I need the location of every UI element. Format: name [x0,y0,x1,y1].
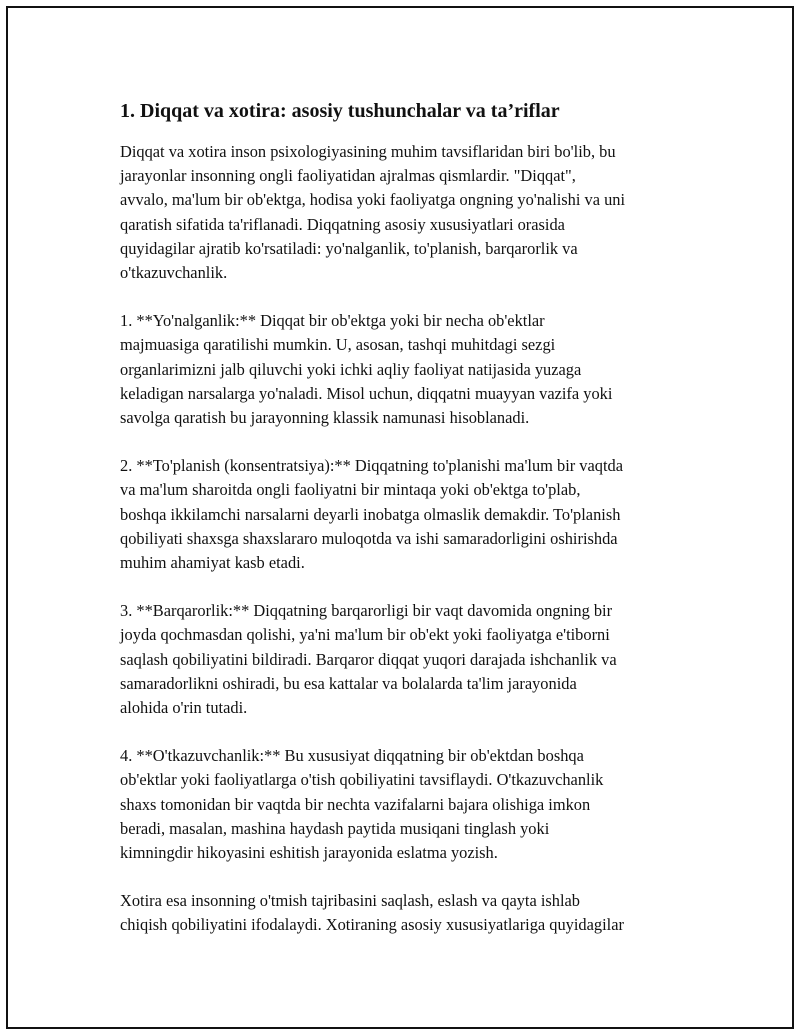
document-body [120,98,700,962]
list-item-stability: 3. **Barqarorlik:** Diqqatning barqarorligi bir vaqt davomida ongning bir joyda qochmasdan qolishi, ya'ni ma'lum bir ob'ekt yoki faoliyatga e'tiborni saqlash qobiliyatini bildiradi. Barqaror diqqat yuqori darajada ishchanlik va samaradorlikni oshiradi, bu esa kattalar va bolalarda ta'lim jarayonida alohida o'rin tutadi. [120,601,617,718]
section-heading: 1. Diqqat va xotira: asosiy tushunchalar va ta’riflar [120,100,560,122]
list-item-concentration: 2. **To'planish (konsentratsiya):** Diqqatning to'planishi ma'lum bir vaqtda va ma'lum sharoitda ongli faoliyatni bir mintaqa yoki ob'ektga to'plab, boshqa ikkilamchi narsalarni deyarli inobatga olmaslik demakdir. To'planish qobiliyati shaxsga shaxslararo muloqotda va ishi samaradorligini oshirishda muhim ahamiyat kasb etadi. [120,456,623,573]
document-page [6,6,794,1029]
intro-paragraph: Diqqat va xotira inson psixologiyasining muhim tavsiflaridan biri bo'lib, bu jarayonlar insonning ongli faoliyatidan ajralmas qismlardir. "Diqqat", avvalo, ma'lum bir ob'ektga, hodisa yoki faoliyatga ongning yo'nalishi va uni qaratish sifatida ta'riflanadi. Diqqatning asosiy xususiyatlari orasida quyidagilar ajratib ko'rsatiladi: yo'nalganlik, to'planish, barqarorlik va o'tkazuvchanlik. [120,142,626,283]
list-item-direction: 1. **Yo'nalganlik:** Diqqat bir ob'ektga yoki bir necha ob'ektlar majmuasiga qaratilishi mumkin. U, asosan, tashqi muhitdagi sezgi organlarimizni jalb qiluvchi yoki ichki aqliy faoliyat natijasida yuzaga keladigan narsalarga yo'naladi. Misol uchun, diqqatni muayyan vazifa yoki savolga qaratish bu jarayonning klassik namunasi hisoblanadi. [120,311,613,428]
memory-paragraph: Xotira esa insonning o'tmish tajribasini saqlash, eslash va qayta ishlab chiqish qobiliyatini ifodalaydi. Xotiraning asosiy xususiyatlariga quyidagilar [120,891,624,935]
list-item-switching: 4. **O'tkazuvchanlik:** Bu xususiyat diqqatning bir ob'ektdan boshqa ob'ektlar yoki faoliyatlarga o'tish qobiliyatini tavsiflaydi. O'tkazuvchanlik shaxs tomonidan bir vaqtda bir nechta vazifalarni bajara olishiga imkon beradi, masalan, mashina haydash paytida musiqani tinglash yoki kimningdir hikoyasini eshitish jarayonida eslatma yozish. [120,746,604,863]
